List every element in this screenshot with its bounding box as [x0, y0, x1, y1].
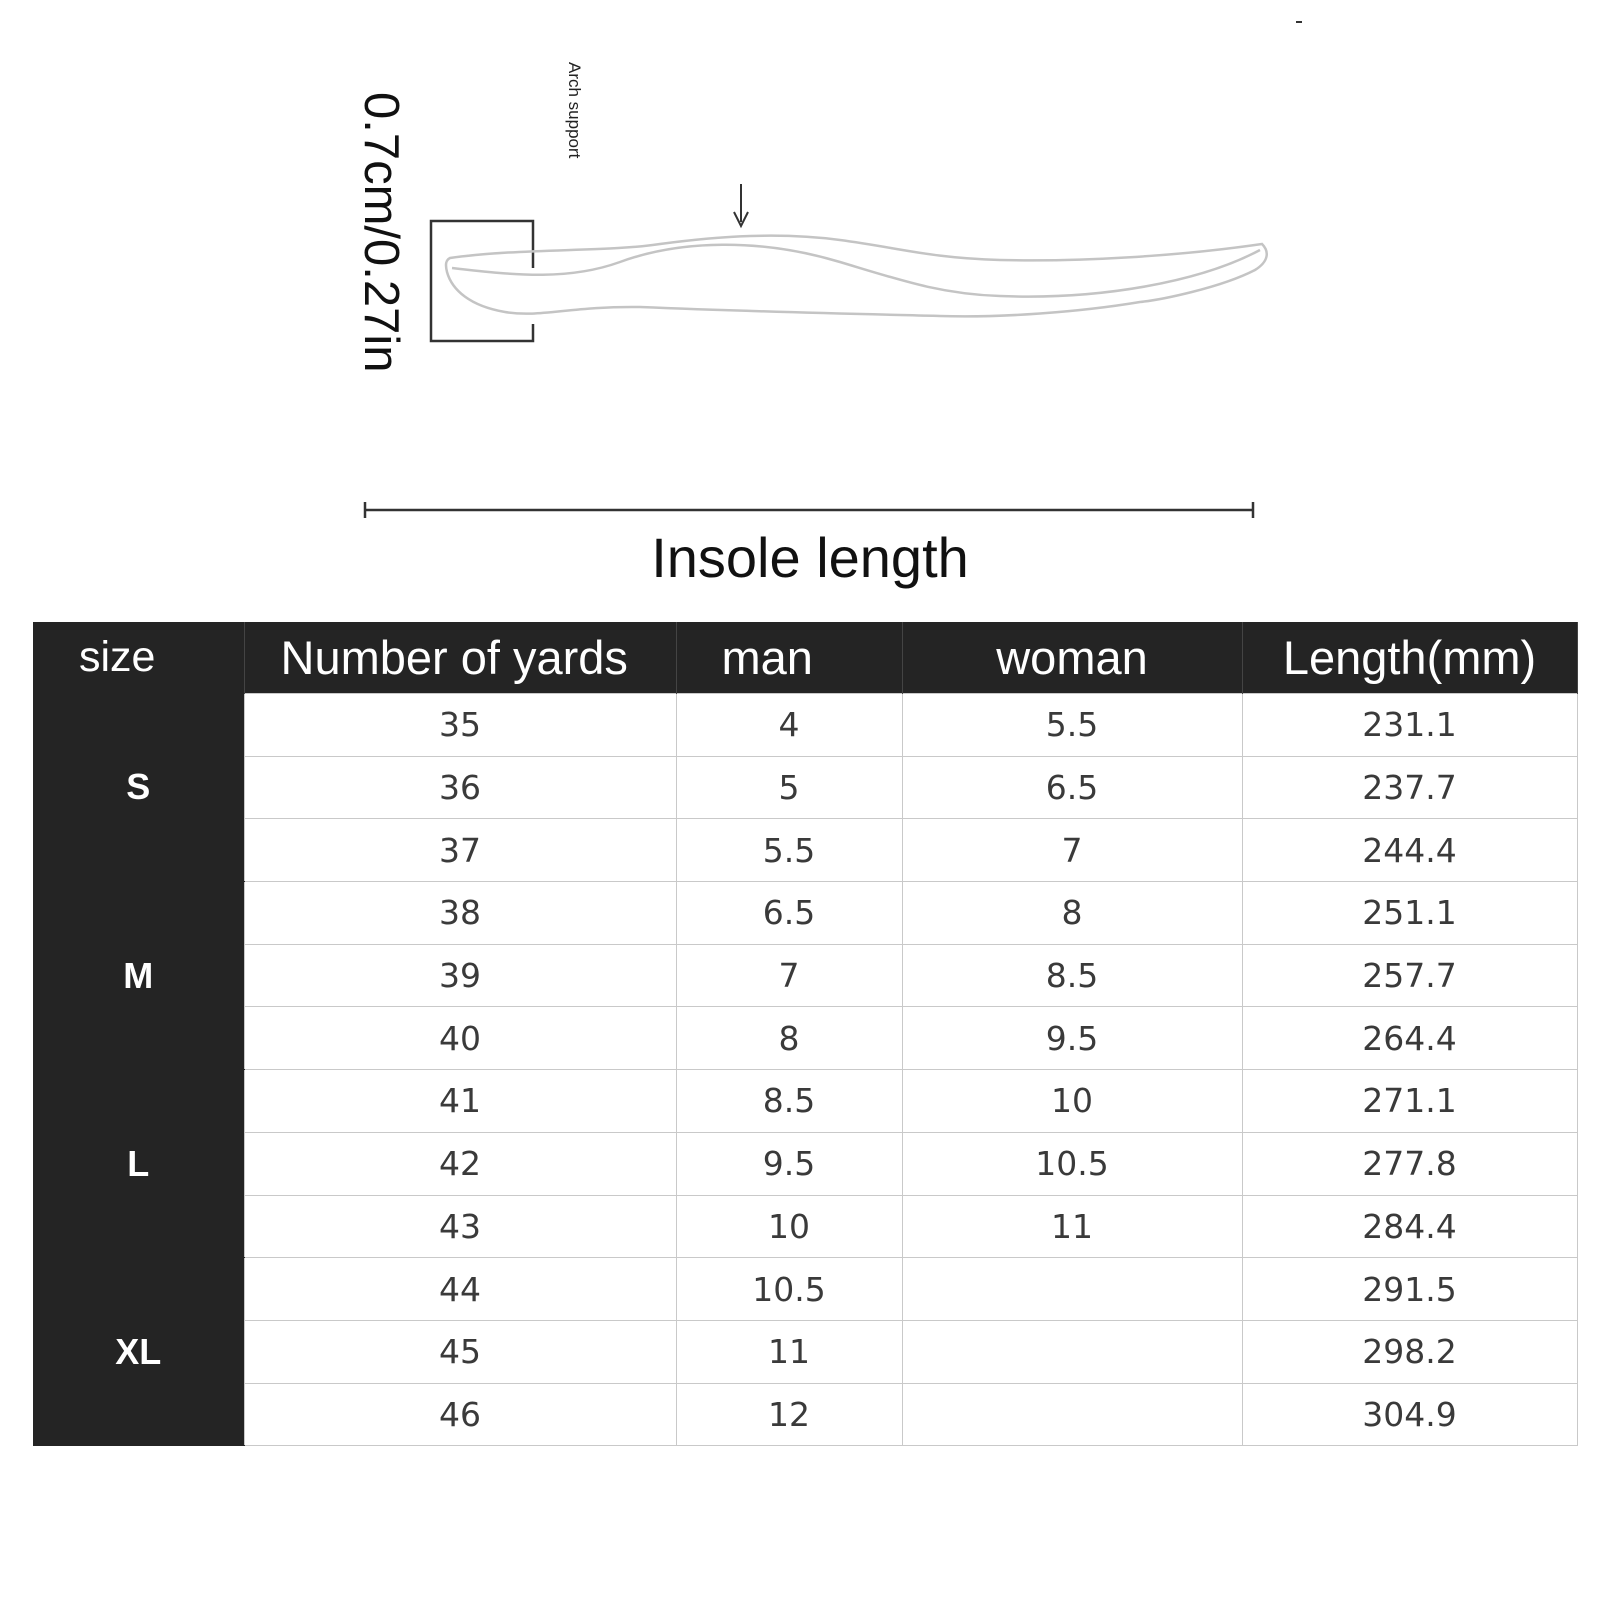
table-row: [33, 944, 1577, 1007]
man-cell: 8.5: [676, 1070, 902, 1133]
table-row: [33, 1320, 1577, 1383]
length-cell: 257.7: [1242, 944, 1577, 1007]
header-number-of-yards: Number of yards: [244, 622, 676, 694]
table-row: [33, 1007, 1577, 1070]
woman-cell: 9.5: [902, 1007, 1242, 1070]
size-label-xl: XL: [33, 1258, 244, 1446]
table-row: [33, 1383, 1577, 1446]
yards-cell: 42: [244, 1132, 676, 1195]
length-cell: 298.2: [1242, 1320, 1577, 1383]
insole-diagram: [0, 0, 1601, 600]
length-cell: 277.8: [1242, 1132, 1577, 1195]
yards-cell: 44: [244, 1258, 676, 1321]
insole-outline: [446, 236, 1267, 317]
table-row: [33, 1070, 1577, 1133]
woman-cell: [902, 1383, 1242, 1446]
length-cell: 284.4: [1242, 1195, 1577, 1258]
man-cell: 11: [676, 1320, 902, 1383]
yards-cell: 38: [244, 882, 676, 945]
size-label-l: L: [33, 1070, 244, 1258]
header-size: size: [33, 622, 244, 694]
yards-cell: 46: [244, 1383, 676, 1446]
man-cell: 4: [676, 694, 902, 757]
table-row: [33, 819, 1577, 882]
insole-length-label: Insole length: [651, 526, 969, 589]
size-chart-table: [33, 622, 1578, 1446]
thickness-bracket: [431, 221, 533, 341]
man-cell: 10: [676, 1195, 902, 1258]
size-label-s: S: [33, 694, 244, 882]
woman-cell: 10.5: [902, 1132, 1242, 1195]
man-cell: 9.5: [676, 1132, 902, 1195]
length-cell: 304.9: [1242, 1383, 1577, 1446]
man-cell: 6.5: [676, 882, 902, 945]
length-cell: 251.1: [1242, 882, 1577, 945]
table-row: [33, 882, 1577, 945]
man-cell: 7: [676, 944, 902, 1007]
yards-cell: 45: [244, 1320, 676, 1383]
yards-cell: 37: [244, 819, 676, 882]
man-cell: 10.5: [676, 1258, 902, 1321]
thickness-label: 0.7cm/0.27in: [354, 92, 408, 373]
header-man: man: [676, 622, 902, 694]
woman-cell: 10: [902, 1070, 1242, 1133]
man-cell: 5.5: [676, 819, 902, 882]
woman-cell: 8.5: [902, 944, 1242, 1007]
table-row: [33, 694, 1577, 757]
yards-cell: 39: [244, 944, 676, 1007]
yards-cell: 36: [244, 756, 676, 819]
woman-cell: 6.5: [902, 756, 1242, 819]
yards-cell: 41: [244, 1070, 676, 1133]
table-row: [33, 1195, 1577, 1258]
yards-cell: 43: [244, 1195, 676, 1258]
woman-cell: 5.5: [902, 694, 1242, 757]
insole-drawing: [0, 0, 1601, 600]
woman-cell: 8: [902, 882, 1242, 945]
table-header-row: [33, 622, 1577, 694]
table-row: [33, 756, 1577, 819]
man-cell: 5: [676, 756, 902, 819]
header-length-mm: Length(mm): [1242, 622, 1577, 694]
yards-cell: 40: [244, 1007, 676, 1070]
yards-cell: 35: [244, 694, 676, 757]
woman-cell: [902, 1258, 1242, 1321]
arch-support-label: Arch support: [565, 62, 584, 159]
woman-cell: [902, 1320, 1242, 1383]
man-cell: 8: [676, 1007, 902, 1070]
length-cell: 237.7: [1242, 756, 1577, 819]
man-cell: 12: [676, 1383, 902, 1446]
length-cell: 271.1: [1242, 1070, 1577, 1133]
length-cell: 264.4: [1242, 1007, 1577, 1070]
header-woman: woman: [902, 622, 1242, 694]
table-row: [33, 1258, 1577, 1321]
woman-cell: 11: [902, 1195, 1242, 1258]
length-cell: 291.5: [1242, 1258, 1577, 1321]
length-cell: 244.4: [1242, 819, 1577, 882]
woman-cell: 7: [902, 819, 1242, 882]
length-cell: 231.1: [1242, 694, 1577, 757]
insole-inner-line: [452, 245, 1260, 297]
size-label-m: M: [33, 882, 244, 1070]
table-row: [33, 1132, 1577, 1195]
